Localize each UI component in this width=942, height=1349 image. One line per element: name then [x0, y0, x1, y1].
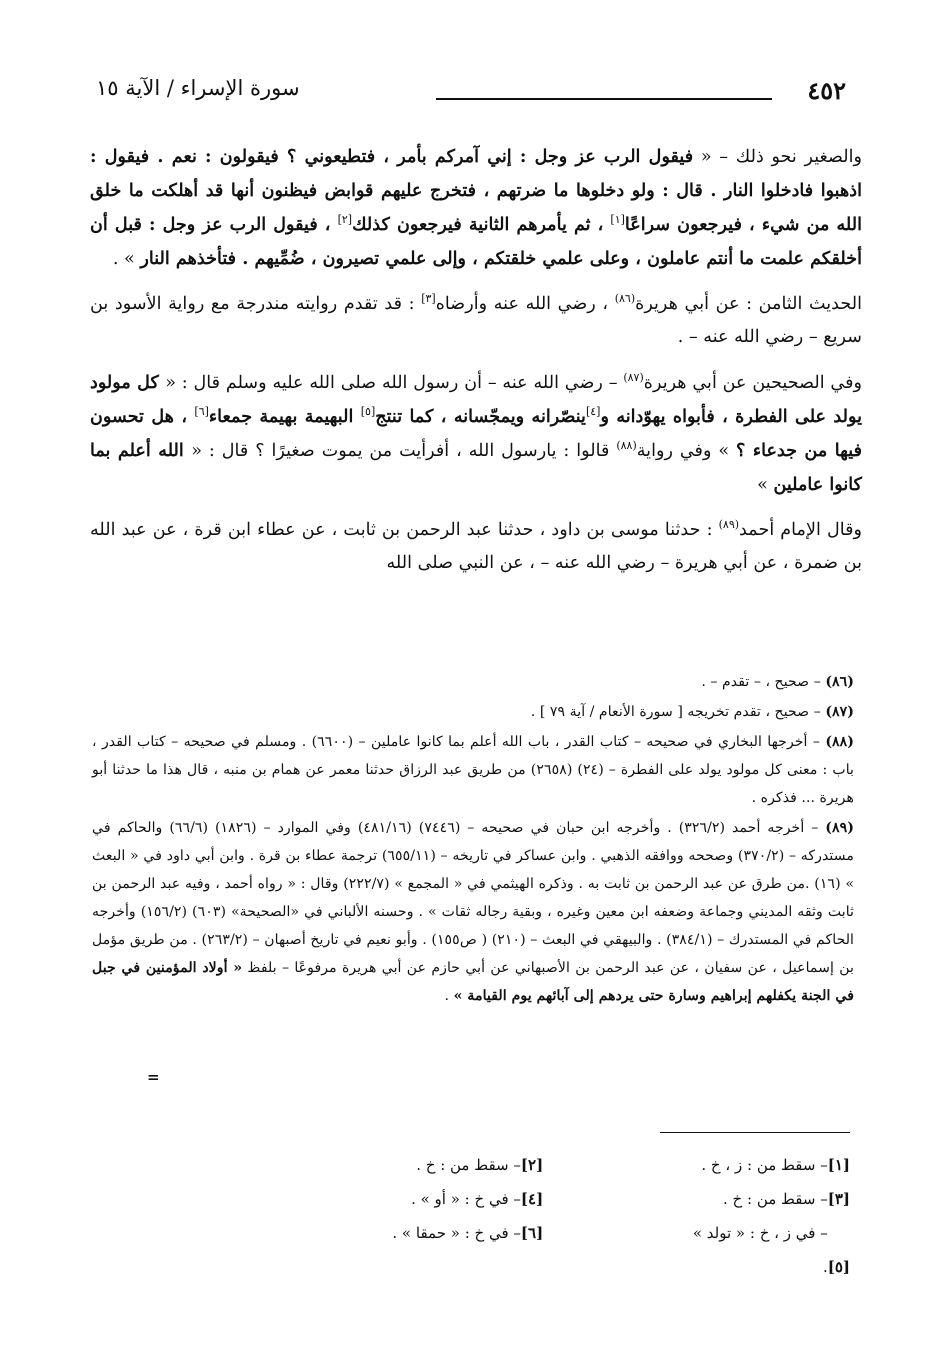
text-run: وقال الإمام أحمد	[739, 520, 862, 540]
continuation-mark: =	[147, 1068, 160, 1086]
text-run: » .	[112, 249, 141, 269]
footnote-number: (٨٦)	[825, 674, 854, 690]
variant-row	[260, 1182, 850, 1216]
footnote-number: (٨٨)	[825, 734, 854, 750]
hadith-text: ينصّرانه ويمجّسانه ، كما تنتج	[375, 406, 586, 427]
hadith-text: فيقول الرب عز وجل : إني آمركم بأمر ، فتطيعوني ؟ فيقولون : نعم . فيقول : اذهبوا فادخلوا النار . قال : ولو دخلوها ما ضرتهم ، فتخرج عليهم قوابض فيظنون أنها قد أهلكت ما خلق الله من شيء ، فيرجعون سراعًا	[90, 146, 862, 235]
footnote-89	[92, 814, 854, 1010]
text-run: ، رضي الله عنه وأرضاه	[435, 294, 615, 314]
header-rule	[436, 98, 772, 100]
variant-item: [٣]– سقط من : خ .	[723, 1190, 850, 1208]
variant-ref: [٥]	[360, 405, 376, 419]
footnote-text: .	[444, 988, 454, 1004]
variant-ref: [٦]	[194, 405, 209, 419]
footnote-text: – أخرجه أحمد (٣٢٦/٢) . وأخرجه ابن حبان في صحيحه – (٧٤٤٦) (٤٨١/١٦) وفي الموارد – (١٨٢٦) (٦٦/٦) والحاكم في مستدركه – (٣٧٠/٢) وصححه ووافقه الذهبي . وابن عساكر في تاريخه – (٦٥٥/١١) ترجمة عطاء بن قرة . وابن أبي داود في « البعث » (١٦) .من طرق عن عبد الرحمن بن ثابت به . وذكره الهيثمي في « المجمع » (٢٢٢/٧) وقال : « رواه أحمد ، وفيه عبد الرحمن بن ثابت وثقه المديني وجماعة وضعفه ابن معين وغيره ، وبقية رجاله ثقات » . وحسنه الألباني في «الصحيحة» (٦٠٣) (١٥٦/٢) وأخرجه الحاكم في المستدرك – (٣٨٤/١) . والبيهقي في البعث – (٢١٠) ( ص١٥٥) . وأبو نعيم في تاريخ أصبهان – (٢٦٣/٢) . من طريق مؤمل بن إسماعيل ، عن سفيان ، عن عبد الرحمن بن الأصبهاني عن أبي حازم عن أبي هريرة مرفوعًا – بلفظ	[92, 820, 854, 976]
paragraph-imam-ahmad	[90, 514, 862, 580]
text-run: » وفي رواية	[636, 441, 737, 461]
variant-ref: [٢]	[337, 213, 353, 227]
hadith-text: ، ثم يأمرهم الثانية فيرجعون كذلك	[352, 214, 611, 235]
text-run: – رضي الله عنه – أن رسول الله صلى الله عليه وسلم قال : «	[165, 373, 624, 393]
footnote-ref: (٨٦)	[614, 292, 636, 306]
page-header	[96, 76, 846, 116]
variant-row	[260, 1148, 850, 1182]
paragraph-sahihain	[90, 366, 862, 502]
footnote-text: – أخرجها البخاري في صحيحه – كتاب القدر ، باب الله أعلم بما كانوا عاملين – (٦٦٠٠) . ومسلم في صحيحه – كتاب القدر ، باب : معنى كل مولود يولد على الفطرة – (٢٤) (٢٦٥٨) من طريق عبد الرزاق حدثنا معمر عن همام بن منبه ، قال هذا ما حدثنا أبو هريرة ... فذكره .	[92, 734, 854, 806]
surah-title: سورة الإسراء / الآية ١٥	[96, 76, 300, 100]
text-run: قالوا : يارسول الله ، أفرأيت من يموت صغيرًا ؟ قال : «	[191, 441, 617, 461]
variant-item: [١]– سقط من : ز ، خ .	[701, 1156, 850, 1174]
footnote-ref: (٨٧)	[623, 371, 644, 385]
text-run: الحديث الثامن : عن أبي هريرة	[635, 294, 862, 314]
manuscript-variants	[260, 1148, 850, 1284]
main-text	[90, 140, 862, 592]
text-run: : حدثنا موسى بن داود ، حدثنا عبد الرحمن بن ثابت ، عن عطاء ابن قرة ، عن عبد الله بن ضمرة ، عن أبي هريرة – رضي الله عنه – ، عن النبي صلى الله	[90, 520, 862, 573]
paragraph-hadith-eight	[90, 288, 862, 354]
footnote-88	[92, 728, 854, 812]
hadith-text: البهيمة بهيمة جمعاء	[208, 406, 361, 427]
hadith-text: الله أعلم بما كانوا عاملين	[90, 440, 862, 495]
text-run: »	[757, 475, 774, 495]
page-number: ٤٥٢	[807, 76, 846, 105]
hadith-text: ، فيقول الرب عز وجل : قبل أن أخلقكم علمت ما أنتم عاملون ، وعلى علمي خلقتكم ، وإلى علمي تصيرون ، ضُمِّيهم . فتأخذهم النار	[90, 214, 862, 269]
variant-ref: [٣]	[421, 292, 436, 306]
footnote-number: (٨٩)	[825, 820, 854, 836]
footnote-text: – صحيح ، – تقدم – .	[701, 674, 826, 690]
hadith-text: كل مولود يولد على الفطرة ، فأبواه يهوّدانه و	[90, 372, 863, 427]
footnote-text: – صحيح ، تقدم تخريجه [ سورة الأنعام / آية ٧٩ ] .	[530, 704, 826, 720]
variant-ref: [١]	[610, 213, 625, 227]
variant-item: [٢]– سقط من : خ .	[416, 1156, 544, 1174]
footnote-87	[92, 698, 854, 726]
footnote-ref: (٨٩)	[718, 518, 740, 532]
variant-item: [٤]– في خ : « أو » .	[411, 1190, 544, 1208]
footnote-number: (٨٧)	[825, 704, 854, 720]
text-run: والصغير نحو ذلك – «	[700, 147, 862, 167]
variant-row	[260, 1216, 850, 1284]
variant-ref: [٤]	[585, 405, 601, 419]
footnote-ref: (٨٨)	[616, 439, 637, 453]
paragraph-hadith-intro	[90, 140, 862, 276]
hadith-text: ، هل تحسون فيها من جدعاء ؟	[90, 406, 862, 461]
footnote-86	[92, 668, 854, 696]
footnote-hadith-text: « أولاد المؤمنين في جبل في الجنة يكفلهم إبراهيم وسارة حتى يردهم إلى آبائهم يوم القيامة »	[92, 960, 854, 1004]
variants-rule	[660, 1132, 850, 1133]
footnotes	[92, 668, 854, 1012]
variant-item: [٥]– في ز ، خ : « تولد » .	[692, 1224, 850, 1276]
text-run: وفي الصحيحين عن أبي هريرة	[643, 373, 862, 393]
text-run: : قد تقدم روايته مندرجة مع رواية الأسود بن سريع – رضي الله عنه – .	[90, 294, 862, 347]
variant-item: [٦]– في خ : « حمقا » .	[392, 1224, 544, 1242]
